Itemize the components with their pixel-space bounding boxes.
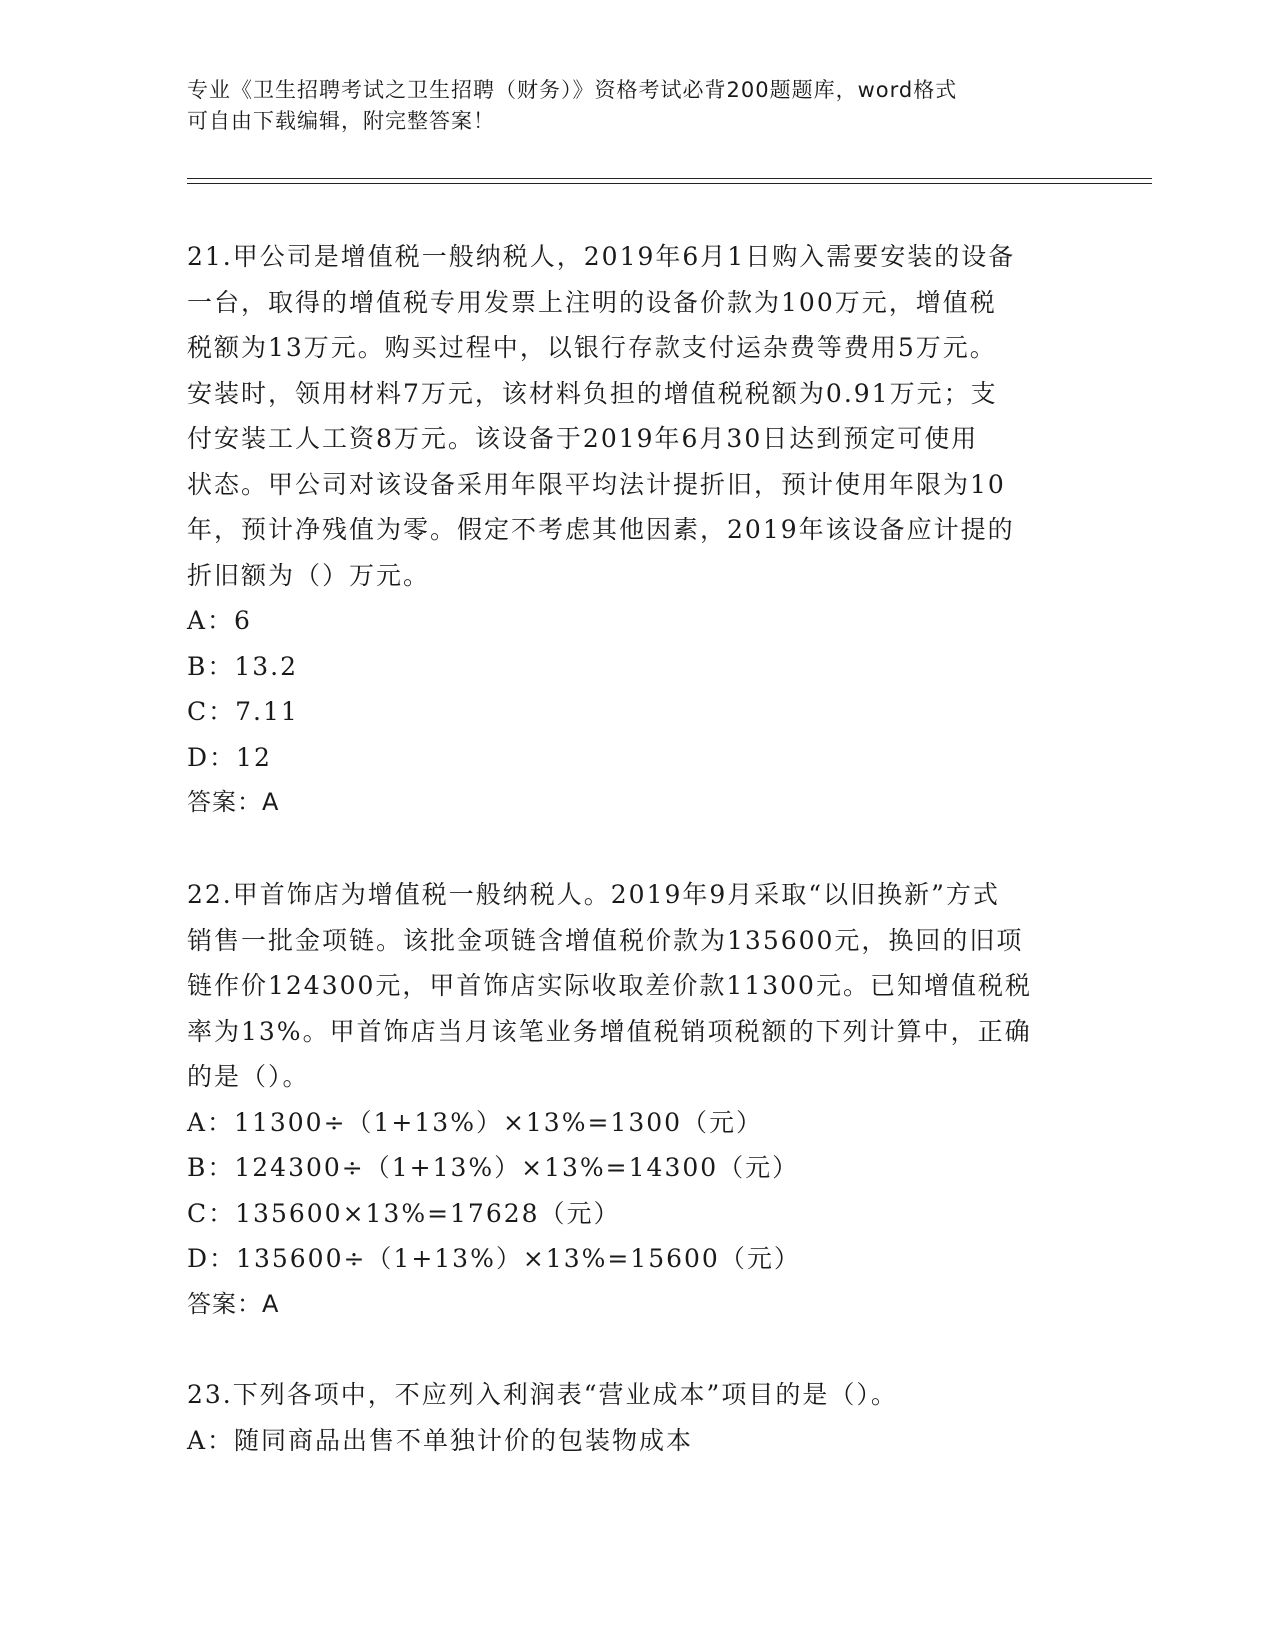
question-22 [187, 872, 1087, 1327]
option-c: C：135600×13%=17628（元） [187, 1198, 621, 1228]
question-stem-line: 安装时，领用材料7万元，该材料负担的增值税税额为0.91万元；支 [187, 378, 998, 408]
question-stem-line: 的是（）。 [187, 1062, 310, 1091]
answer-text: 答案：A [187, 788, 280, 816]
option-a: A：11300÷（1+13%）×13%=1300（元） [187, 1107, 764, 1137]
question-stem-line: 21.甲公司是增值税一般纳税人，2019年6月1日购入需要安装的设备 [187, 242, 1016, 271]
answer-text: 答案：A [187, 1289, 280, 1318]
question-stem-line: 22.甲首饰店为增值税一般纳税人。2019年9月采取“以旧换新”方式 [187, 880, 1000, 909]
question-stem-line: 税额为13万元。购买过程中，以银行存款支付运杂费等费用5万元。 [187, 333, 997, 362]
option-d: D：135600÷（1+13%）×13%=15600（元） [187, 1244, 801, 1273]
question-stem-line: 率为13%。甲首饰店当月该笔业务增值税销项税额的下列计算中，正确 [187, 1016, 1032, 1046]
option-c: C：7.11 [187, 697, 299, 726]
question-21 [187, 234, 1087, 826]
header-title-line-2: 可自由下载编辑，附完整答案！ [187, 109, 495, 133]
option-a: A：随同商品出售不单独计价的包装物成本 [187, 1425, 694, 1455]
question-stem-line: 一台，取得的增值税专用发票上注明的设备价款为100万元，增值税 [187, 287, 997, 317]
option-d: D：12 [187, 742, 272, 772]
header-title-line-1: 专业《卫生招聘考试之卫生招聘（财务）》资格考试必背200题题库，word格式 [187, 78, 958, 102]
question-stem-line: 链作价124300元，甲首饰店实际收取差价款11300元。已知增值税税 [187, 971, 1032, 1000]
question-stem-line: 折旧额为（）万元。 [187, 560, 431, 590]
question-stem-line: 23.下列各项中，不应列入利润表“营业成本”项目的是（）。 [187, 1380, 898, 1409]
question-stem-line: 销售一批金项链。该批金项链含增值税价款为135600元，换回的旧项 [187, 925, 1024, 955]
option-b: B：13.2 [187, 651, 299, 681]
question-stem-line: 年，预计净残值为零。假定不考虑其他因素，2019年该设备应计提的 [187, 515, 1015, 544]
header-divider-bottom [187, 183, 1152, 184]
option-b: B：124300÷（1+13%）×13%=14300（元） [187, 1153, 800, 1182]
question-stem-line: 状态。甲公司对该设备采用年限平均法计提折旧，预计使用年限为10 [187, 469, 1006, 499]
question-stem-line: 付安装工人工资8万元。该设备于2019年6月30日达到预定可使用 [187, 424, 979, 453]
header-divider-top [187, 178, 1152, 179]
option-a: A：6 [187, 606, 252, 635]
document-header [187, 75, 1087, 137]
question-23 [187, 1372, 1087, 1463]
